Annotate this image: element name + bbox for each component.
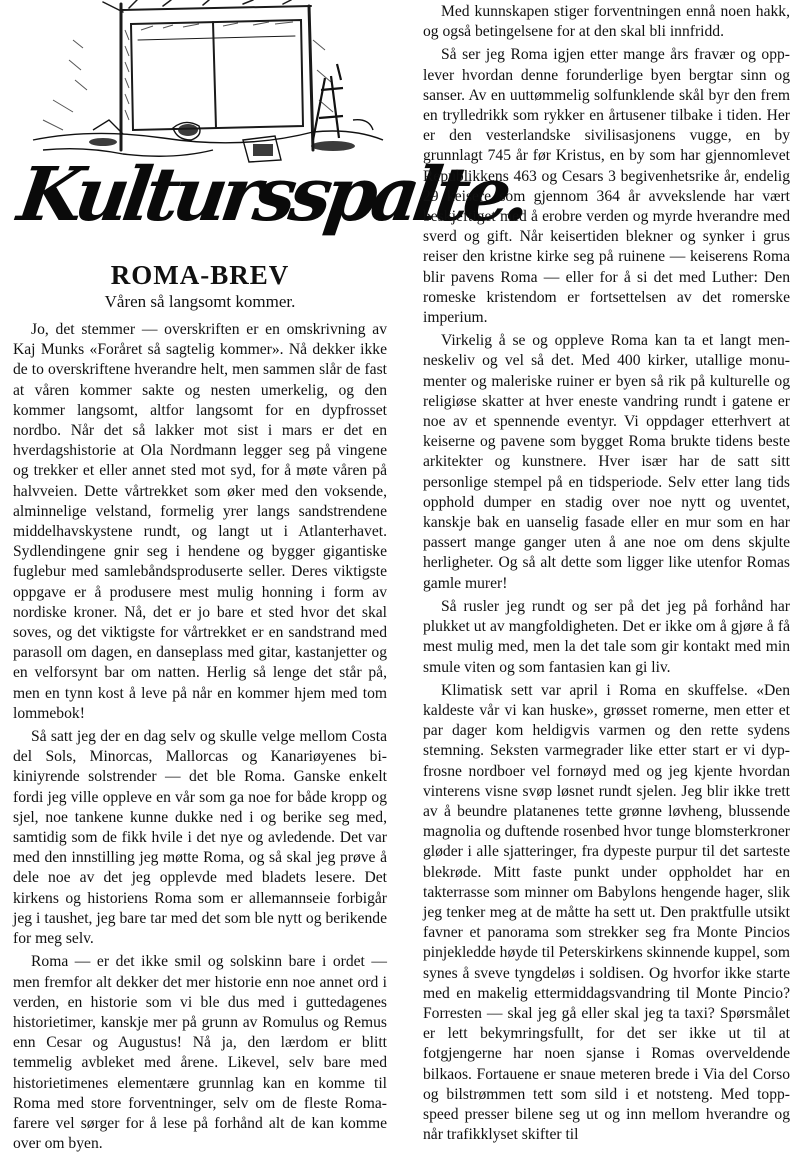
paragraph: Så rusler jeg rundt og ser på det jeg på forhånd har plukket ut av mangfoldigheten. Det er ikke om å gjøre å få mest mulig med, men la det tale som gir kontakt med min smule viten og som fantasien kan gi liv. bbox=[423, 597, 790, 676]
paragraph: Jo, det stemmer — overskriften er en omskrivning av Kaj Munks «Foråret så sagtelig kommer». Nå dekker ikke de to overskriftene hverandre helt, men sammen slår de fast at våren kommer sakte og nesten umerkelig, og den kommer langsomt, altfor langsomt for en dypfrosset nordbo. Når det så lakker mot sist i mars er det en hverdagshistorie at Ola Nordmann legger seg på vingene og trekker et eller annet sted mot syd, for å møte våren på halvveien. Dette vårtrekket som øker med den voksende, alminnelige velstand, formelig yrer langs sandstrendene middelhavskystene rundt, og langt ut i Atlanterhavet. Sydlendingene gnir seg i hendene og bygger gigantiske fuglebur med samlebåndsproduserte seller. Deres viktigste oppgave er å produsere mest mulig honning i form av nordiske kroner. Nå, det er jo bare et sted hvor det skal soves, og det viktigste for vårtrekket er en sandstrand med parasoll om dagen, en danseplass med gitar, kastanjetter og en velforsynt bar om natten. Herlig så lenge det står på, men en tynn kost å leve på når en kommer hjem med tom lommebok! bbox=[13, 321, 387, 722]
paragraph: Virkelig å se og oppleve Roma kan ta et langt menneskeliv og vel så det. Med 400 kirker, utallige monumenter og maleriske ruiner er byen så rik på kulturelle og religiøse skatter at hver eneste vandring rundt i gatene er noe av et spennende eventyr. Vi oppdager etterhvert at keiserne og pavene som bygget Roma brukte tidens beste arkitekter og kunstnere. Hver især har de satt sitt personlige stempel på en tidsperiode. Selv etter lang tids opphold dumper en stadig over noe nytt og uventet, kanskje bak en uanselig fasade eller en mur som en har passert mange ganger uten å ane noe om dens skjulte herligheter. Og så alt dette som ligger like utenfor Romas gamle murer! bbox=[423, 332, 790, 592]
right-column bbox=[423, 2, 790, 1145]
paragraph: Roma — er det ikke smil og solskinn bare i ordet — men fremfor alt dekker det mer historie enn noe annet ord i verden, en historie som vi ble dus med i guttedagenes historietimer, kanskje mer på grunn av Romulus og Remus enn Cesar og Augustus! Nå ja, den lærdom er blitt temmelig avbleket med årene. Likevel, selv bare med historietimenes elementære grunnlag kan en komme til Roma med store forventninger, selv om de fleste Roma-farere vel sørger for å lese på forhånd alt de kan komme over om byen. bbox=[13, 953, 387, 1153]
paragraph: Klimatisk sett var april i Roma en skuffelse. «Den kaldeste vår vi kan huske», grøsset romerne, men etter et par dager kom heldigvis varmen og den rette sydens stemning. Seksten varmegrader like etter start er vi dypfrosne nordboer vel fornøyd med og jeg kjente hvordan vinterens visne svøp løsnet rundt sjelen. Jeg blir ikke trett av å beundre platanenes tette grønne løvheng, blussende magnolia og duftende rosenbed hvor tunge blomsterkroner gløder i alle sjatteringer, fra dypeste purpur til det sarteste blekrøde. Mitt faste punkt under oppholdet har en takterrasse som minner om Babylons hengende hager, slik jeg tenker meg at de måtte ha sett ut. Den praktfulle utsikt favner et panorama som strekker seg fra Monte Pincios pinjekledde høyde til Peterskirkens skinnende kuppel, som synes å sveve tyngdeløs i soldisen. Og hvorfor ikke starte med en makelig ettermiddagsvandring til Monte Pincio? Forresten — skal jeg gå eller skal jeg ta taxi? Spørsmålet er lett bekymringsfullt, for det ser ikke ut til at fotgjengerne har noen sjanse i Romas overveldende bilkaos. Fortauene er snaue meteren brede i Via del Corso og bilstrømmen tett som sild i et notsteng. Med topp-speed presser bilene seg ut og inn mellom hverandre og når trafikklyset skifter til bbox=[423, 681, 790, 1144]
paragraph: Så satt jeg der en dag selv og skulle velge mellom Costa del Sols, Minorcas, Mallorcas og Kanariøyenes bikiniyrende solstrender — det ble Roma. Ganske enkelt fordi jeg ville oppleve en vår som ga noe for både kropp og sjel, noe tankene kunne dukke ned i og berike seg med, samtidig som de fikk hvile i det nye og avledende. Det var med den innstilling jeg møtte Roma, og så skal jeg prøve å dele noe av det jeg opplevde med bladets lesere. Det kirkens og historiens Roma som er allemannseie forbigår jeg i taushet, jeg bare tar med det som ble nytt og berikende for meg selv. bbox=[13, 728, 387, 948]
paragraph: Med kunnskapen stiger forventningen ennå noen hakk, og også betingelsene for at den skal bli innfridd. bbox=[423, 3, 790, 41]
article-title: ROMA-BREV bbox=[110, 260, 290, 290]
header-illustration bbox=[12, 0, 531, 248]
article-subtitle: Våren så langsomt kommer. bbox=[104, 292, 296, 311]
column-heading: Kultursspalte. bbox=[12, 152, 531, 238]
left-column bbox=[12, 0, 531, 1154]
paragraph: Så ser jeg Roma igjen etter mange års fravær og opplever hvordan denne forunderlige byen bergtar sinn og sanser. Av en uuttømmelig solfunklende skål byr den frem en trylledrikk som rykker en årtusener tilbake i tiden. Her er den vesterlandske sivilisasjonens vugge, en by grunnlagt 745 år før Kristus, en by som har gjennomlevet Republikkens 463 og Cesars 3 begivenhetsrike år, endelig 29 keisere som gjennom 364 år avvekslende har vært beskjeftiget med å erobre verden og myrde hverandre med sverd og gift. Når keisertiden blekner og synker i grus reiser den kristne kirke seg på ruinene — keiserens Roma blir pavens Roma — eller for å si det med Luther: Den romeske kristendom er fortsettelsen av det romerske imperium. bbox=[423, 46, 790, 327]
